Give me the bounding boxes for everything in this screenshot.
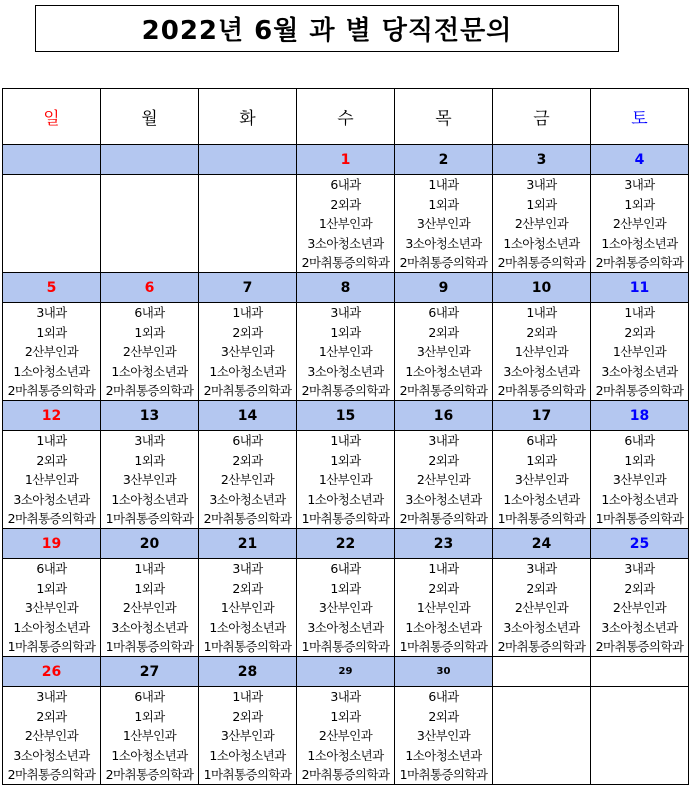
duty-line: 1소아청소년과: [405, 363, 482, 379]
duty-line: 2산부인과: [24, 344, 79, 359]
date-number: 29: [338, 666, 353, 677]
duty-line: 2마취통증의학과: [203, 383, 292, 398]
duty-line: 3산부인과: [220, 728, 275, 743]
duty-line: 2외과: [526, 324, 557, 340]
date-cell-fri: [493, 401, 591, 431]
duty-cell-sat: [591, 559, 689, 657]
weekday-label: 수: [337, 109, 354, 129]
date-number: 13: [139, 407, 160, 424]
duty-line: 1마취통증의학과: [301, 511, 390, 526]
duty-line: 3내과: [330, 689, 361, 704]
date-cell-fri: [493, 529, 591, 559]
duty-line: 2마취통증의학과: [301, 383, 390, 398]
date-cell-wed: [297, 145, 395, 175]
duty-line: 2외과: [624, 324, 655, 340]
date-number: 9: [438, 279, 449, 296]
duty-line: 2산부인과: [514, 216, 569, 231]
duty-line: 1마취통증의학과: [203, 767, 292, 782]
duty-line: 3산부인과: [122, 472, 177, 487]
duty-line: 3산부인과: [318, 600, 373, 615]
duty-cell-sun: [3, 303, 101, 401]
date-number: 5: [46, 279, 57, 296]
duty-cell-thu: [395, 431, 493, 529]
date-cell-tue: [199, 401, 297, 431]
duty-line: 1외과: [428, 196, 459, 212]
date-cell-sun: [3, 273, 101, 303]
duty-cell-mon: [101, 303, 199, 401]
duty-line: 1소아청소년과: [13, 619, 90, 635]
duty-line: 1산부인과: [318, 216, 373, 231]
duty-cell-fri: [493, 303, 591, 401]
duty-line: 1소아청소년과: [13, 363, 90, 379]
duty-cell-sat: [591, 303, 689, 401]
date-cell-mon: [101, 657, 199, 687]
duty-line: 6내과: [428, 689, 459, 704]
duty-line: 2마취통증의학과: [399, 511, 488, 526]
date-cell-sun: [3, 657, 101, 687]
duty-cell-mon: [101, 175, 199, 273]
duty-line: 2산부인과: [612, 216, 667, 231]
duty-line: 3내과: [428, 433, 459, 448]
duty-line: 6내과: [134, 305, 165, 320]
weekday-label: 월: [141, 109, 158, 129]
duty-line: 3소아청소년과: [503, 619, 580, 635]
duty-line: 2마취통증의학과: [7, 511, 96, 526]
duty-line: 2마취통증의학과: [7, 767, 96, 782]
duty-line: 3산부인과: [416, 344, 471, 359]
duty-line: 1마취통증의학과: [105, 511, 194, 526]
duty-line: 1마취통증의학과: [203, 639, 292, 654]
duty-line: 2외과: [330, 196, 361, 212]
weekday-label: 화: [239, 109, 256, 129]
duty-line: 1외과: [36, 324, 67, 340]
date-cell-tue: [199, 657, 297, 687]
duty-cell-wed: [297, 559, 395, 657]
duty-line: 1마취통증의학과: [399, 767, 488, 782]
duty-line: 1마취통증의학과: [595, 511, 684, 526]
duty-line: 2외과: [36, 452, 67, 468]
duty-line: 1산부인과: [122, 728, 177, 743]
duty-line: 2외과: [428, 580, 459, 596]
date-number: 30: [436, 666, 451, 677]
duty-line: 2마취통증의학과: [105, 383, 194, 398]
duty-line: 6내과: [330, 561, 361, 576]
duty-line: 2산부인과: [514, 600, 569, 615]
date-number: 19: [41, 535, 62, 552]
date-cell-sun: [3, 529, 101, 559]
date-cell-wed: [297, 401, 395, 431]
date-cell-mon: [101, 145, 199, 175]
duty-line: 1산부인과: [318, 472, 373, 487]
duty-cell-fri: [493, 687, 591, 785]
date-number: 21: [237, 535, 258, 552]
duty-cell-mon: [101, 431, 199, 529]
date-number: 15: [335, 407, 356, 424]
duty-line: 2마취통증의학과: [203, 511, 292, 526]
duty-line: 1산부인과: [514, 344, 569, 359]
duty-line: 1소아청소년과: [307, 491, 384, 507]
date-cell-tue: [199, 529, 297, 559]
date-cell-sat: [591, 657, 689, 687]
duty-line: 1내과: [526, 305, 557, 320]
duty-line: 3산부인과: [416, 216, 471, 231]
duty-line: 6내과: [428, 305, 459, 320]
duty-cell-mon: [101, 559, 199, 657]
duty-line: 1마취통증의학과: [399, 639, 488, 654]
duty-cell-sun: [3, 175, 101, 273]
date-number: 10: [531, 279, 552, 296]
duty-line: 1내과: [36, 433, 67, 448]
duty-line: 2산부인과: [416, 472, 471, 487]
duty-line: 3소아청소년과: [13, 747, 90, 763]
duty-line: 2외과: [526, 580, 557, 596]
duty-line: 3내과: [526, 561, 557, 576]
duty-cell-wed: [297, 431, 395, 529]
date-cell-mon: [101, 529, 199, 559]
page-title: 2022년 6월 과 별 당직전문의: [141, 16, 513, 46]
date-number: 7: [242, 279, 253, 296]
duty-line: 3소아청소년과: [503, 363, 580, 379]
duty-line: 6내과: [36, 561, 67, 576]
date-number: 3: [536, 151, 547, 168]
duty-line: 2외과: [624, 580, 655, 596]
duty-line: 1외과: [134, 580, 165, 596]
duty-cell-sat: [591, 431, 689, 529]
duty-line: 2마취통증의학과: [595, 255, 684, 270]
weekday-label: 목: [435, 109, 452, 129]
duty-line: 3내과: [526, 177, 557, 192]
duty-line: 2외과: [428, 452, 459, 468]
duty-line: 3내과: [330, 305, 361, 320]
date-cell-tue: [199, 145, 297, 175]
duty-line: 1외과: [624, 452, 655, 468]
duty-line: 3소아청소년과: [111, 619, 188, 635]
weekday-header-mon: [101, 89, 199, 145]
duty-line: 2마취통증의학과: [497, 383, 586, 398]
duty-line: 6내과: [624, 433, 655, 448]
weekday-header-tue: [199, 89, 297, 145]
duty-line: 2마취통증의학과: [497, 255, 586, 270]
duty-line: 1내과: [232, 689, 263, 704]
duty-cell-sun: [3, 431, 101, 529]
duty-cell-tue: [199, 431, 297, 529]
date-number: 11: [629, 279, 650, 296]
duty-line: 1소아청소년과: [503, 491, 580, 507]
duty-cell-thu: [395, 175, 493, 273]
duty-line: 1외과: [526, 452, 557, 468]
duty-line: 2외과: [428, 708, 459, 724]
duty-line: 1마취통증의학과: [301, 639, 390, 654]
duty-line: 1외과: [134, 324, 165, 340]
duty-line: 2마취통증의학과: [399, 255, 488, 270]
weekday-label: 금: [533, 109, 550, 129]
duty-cell-thu: [395, 303, 493, 401]
duty-cell-tue: [199, 559, 297, 657]
date-number: 20: [139, 535, 160, 552]
duty-line: 2마취통증의학과: [497, 639, 586, 654]
duty-cell-sat: [591, 175, 689, 273]
date-number: 17: [531, 407, 552, 424]
duty-cell-wed: [297, 687, 395, 785]
duty-line: 1산부인과: [24, 472, 79, 487]
duty-line: 1마취통증의학과: [497, 511, 586, 526]
date-cell-wed: [297, 273, 395, 303]
duty-line: 1외과: [330, 580, 361, 596]
duty-line: 2산부인과: [122, 600, 177, 615]
duty-line: 2마취통증의학과: [595, 639, 684, 654]
duty-cell-mon: [101, 687, 199, 785]
date-number: 22: [335, 535, 356, 552]
duty-line: 1내과: [428, 177, 459, 192]
date-number: 8: [340, 279, 351, 296]
duty-line: 1산부인과: [220, 600, 275, 615]
duty-line: 3산부인과: [416, 728, 471, 743]
date-number: 14: [237, 407, 258, 424]
duty-line: 3소아청소년과: [405, 491, 482, 507]
duty-line: 2마취통증의학과: [301, 767, 390, 782]
duty-line: 3소아청소년과: [307, 619, 384, 635]
duty-line: 1내과: [232, 305, 263, 320]
date-number: 28: [237, 663, 258, 680]
duty-line: 2산부인과: [122, 344, 177, 359]
duty-line: 1마취통증의학과: [7, 639, 96, 654]
duty-line: 2산부인과: [612, 600, 667, 615]
duty-line: 1소아청소년과: [503, 235, 580, 251]
duty-line: 2마취통증의학과: [595, 383, 684, 398]
duty-line: 3산부인과: [220, 344, 275, 359]
duty-line: 2산부인과: [220, 472, 275, 487]
duty-cell-sat: [591, 687, 689, 785]
duty-line: 1내과: [428, 561, 459, 576]
duty-line: 1소아청소년과: [111, 363, 188, 379]
duty-line: 3내과: [134, 433, 165, 448]
date-number: 1: [340, 151, 351, 168]
duty-cell-tue: [199, 687, 297, 785]
duty-cell-fri: [493, 559, 591, 657]
duty-line: 2외과: [232, 324, 263, 340]
duty-line: 1내과: [330, 433, 361, 448]
duty-line: 1소아청소년과: [209, 747, 286, 763]
duty-line: 1소아청소년과: [601, 491, 678, 507]
duty-line: 3소아청소년과: [307, 235, 384, 251]
date-cell-thu: [395, 401, 493, 431]
duty-line: 3내과: [232, 561, 263, 576]
duty-line: 3산부인과: [24, 600, 79, 615]
duty-line: 1외과: [330, 452, 361, 468]
duty-line: 1소아청소년과: [405, 619, 482, 635]
date-cell-fri: [493, 273, 591, 303]
weekday-header-sun: [3, 89, 101, 145]
duty-cell-wed: [297, 303, 395, 401]
duty-line: 3소아청소년과: [209, 491, 286, 507]
date-cell-wed: [297, 529, 395, 559]
date-number: 24: [531, 535, 552, 552]
duty-line: 3내과: [624, 177, 655, 192]
duty-line: 1소아청소년과: [111, 747, 188, 763]
date-cell-sat: [591, 401, 689, 431]
duty-line: 3소아청소년과: [405, 235, 482, 251]
date-cell-fri: [493, 657, 591, 687]
date-cell-wed: [297, 657, 395, 687]
duty-line: 1소아청소년과: [601, 235, 678, 251]
duty-cell-fri: [493, 175, 591, 273]
duty-line: 3산부인과: [514, 472, 569, 487]
weekday-header-wed: [297, 89, 395, 145]
duty-line: 2외과: [232, 580, 263, 596]
duty-line: 3내과: [36, 689, 67, 704]
duty-line: 2마취통증의학과: [301, 255, 390, 270]
date-cell-sat: [591, 273, 689, 303]
duty-cell-wed: [297, 175, 395, 273]
duty-line: 2마취통증의학과: [399, 383, 488, 398]
duty-line: 3산부인과: [612, 472, 667, 487]
date-cell-sat: [591, 529, 689, 559]
date-number: 25: [629, 535, 650, 552]
weekday-label: 토: [631, 109, 648, 129]
date-number: 2: [438, 151, 449, 168]
date-number: 12: [41, 407, 62, 424]
duty-cell-fri: [493, 431, 591, 529]
duty-cell-tue: [199, 175, 297, 273]
duty-line: 2외과: [428, 324, 459, 340]
duty-line: 1외과: [526, 196, 557, 212]
duty-cell-sun: [3, 559, 101, 657]
duty-line: 2산부인과: [24, 728, 79, 743]
duty-line: 1소아청소년과: [209, 363, 286, 379]
duty-line: 1소아청소년과: [209, 619, 286, 635]
duty-line: 3소아청소년과: [601, 363, 678, 379]
duty-line: 1외과: [134, 452, 165, 468]
duty-cell-thu: [395, 687, 493, 785]
date-cell-thu: [395, 657, 493, 687]
date-cell-fri: [493, 145, 591, 175]
date-cell-thu: [395, 273, 493, 303]
duty-line: 2마취통증의학과: [7, 383, 96, 398]
duty-line: 1소아청소년과: [111, 491, 188, 507]
duty-line: 2외과: [36, 708, 67, 724]
weekday-header-thu: [395, 89, 493, 145]
weekday-header-sat: [591, 89, 689, 145]
date-cell-sun: [3, 145, 101, 175]
duty-cell-sun: [3, 687, 101, 785]
date-cell-sun: [3, 401, 101, 431]
date-number: 18: [629, 407, 650, 424]
duty-line: 1내과: [624, 305, 655, 320]
date-cell-mon: [101, 401, 199, 431]
duty-line: 1마취통증의학과: [105, 639, 194, 654]
duty-line: 1외과: [36, 580, 67, 596]
duty-cell-thu: [395, 559, 493, 657]
duty-line: 2마취통증의학과: [105, 767, 194, 782]
duty-line: 1내과: [134, 561, 165, 576]
date-cell-thu: [395, 145, 493, 175]
duty-line: 1외과: [330, 324, 361, 340]
duty-line: 1산부인과: [612, 344, 667, 359]
duty-calendar-table: [2, 88, 689, 785]
duty-line: 2산부인과: [318, 728, 373, 743]
date-number: 27: [139, 663, 160, 680]
date-cell-sat: [591, 145, 689, 175]
duty-line: 3소아청소년과: [601, 619, 678, 635]
weekday-label: 일: [43, 109, 60, 129]
date-number: 16: [433, 407, 454, 424]
date-cell-tue: [199, 273, 297, 303]
date-cell-thu: [395, 529, 493, 559]
date-number: 6: [144, 279, 155, 296]
duty-line: 6내과: [526, 433, 557, 448]
duty-line: 2외과: [232, 708, 263, 724]
duty-cell-tue: [199, 303, 297, 401]
date-number: 23: [433, 535, 454, 552]
duty-line: 1외과: [624, 196, 655, 212]
date-number: 4: [634, 151, 645, 168]
duty-line: 3내과: [36, 305, 67, 320]
duty-line: 1산부인과: [318, 344, 373, 359]
duty-line: 3소아청소년과: [13, 491, 90, 507]
duty-line: 1산부인과: [416, 600, 471, 615]
duty-line: 2외과: [232, 452, 263, 468]
duty-line: 6내과: [134, 689, 165, 704]
title-box: [35, 5, 619, 52]
duty-line: 6내과: [232, 433, 263, 448]
weekday-header-fri: [493, 89, 591, 145]
date-cell-mon: [101, 273, 199, 303]
duty-line: 1소아청소년과: [405, 747, 482, 763]
date-number: 26: [41, 663, 62, 680]
duty-line: 1외과: [134, 708, 165, 724]
duty-line: 3내과: [624, 561, 655, 576]
duty-line: 1외과: [330, 708, 361, 724]
duty-line: 3소아청소년과: [307, 363, 384, 379]
duty-line: 1소아청소년과: [307, 747, 384, 763]
duty-line: 6내과: [330, 177, 361, 192]
